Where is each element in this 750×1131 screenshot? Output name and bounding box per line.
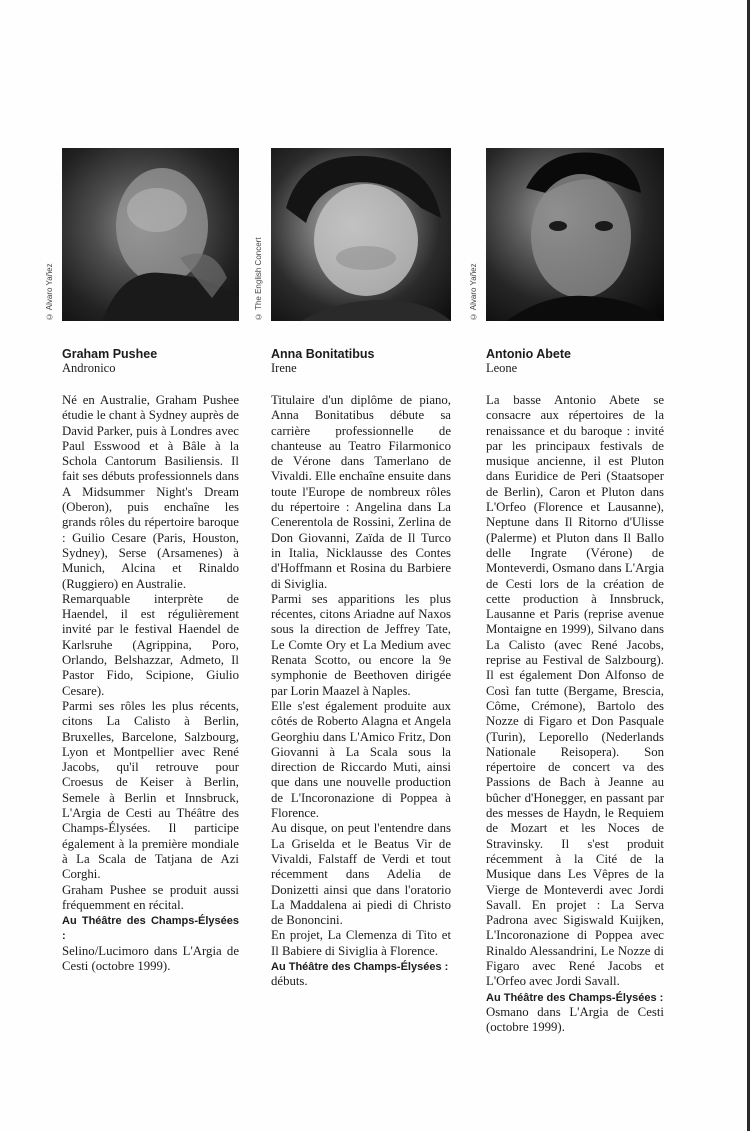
portrait-silhouette-icon xyxy=(271,148,451,321)
bio-paragraph: Titulaire d'un diplôme de piano, Anna Bonitatibus débute sa carrière professionnelle de chanteuse au Teatro Filarmonico de Vérone dans Tamerlano de Vivaldi. Elle enchaîne ensuite dans toute l'Europe de nombreux rôles du répertoire : Angelina dans La Cenerentola de Rossini, Zerlina de Don Giovanni, Zaïda de Il Turco in Italia, Nicklausse des Contes d'Hoffmann et Rosina du Barbiere di Siviglia. xyxy=(271,393,451,591)
artist-column-bonitatibus xyxy=(254,148,451,990)
bio-paragraph: Parmi ses rôles les plus récents, citons La Calisto à Berlin, Bruxelles, Barcelone, Salzbourg, Lyon et Montpellier avec René Jacobs, qu'il retrouve pour Croesus de Keiser à Berlin, Semele à Berlin et Innsbruck, L'Argia de Cesti au Théâtre des Champs-Élysées. Il participe également à la première mondiale à La Scala de Tatjana de Azi Corghi. xyxy=(62,698,239,882)
bio-paragraph: Au disque, on peut l'entendre dans La Griselda et le Beatus Vir de Vivaldi, Falstaff de Verdi et tout récemment dans Adelia de Donizetti ainsi que dans l'oratorio La Maddalena ai piedi di Christo de Bononcini. xyxy=(271,821,451,928)
theatre-label: Au Théâtre des Champs-Élysées : xyxy=(271,960,449,973)
theatre-note xyxy=(271,959,451,990)
bio-paragraph: En projet, La Clemenza di Tito et Il Babiere di Siviglia à Florence. xyxy=(271,928,451,958)
bio-paragraph: Né en Australie, Graham Pushee étudie le chant à Sydney auprès de David Parker, puis à Londres avec Paul Esswood et à Bâle à la Schola Cantorum Basiliensis. Il fait ses débuts professionnels dans A Midsummer Night's Dream (Oberon), puis enchaîne les grands rôles du répertoire baroque : Guilio Cesare (Paris, Houston, Sydney), Serse (Arsamenes) à Munich, Alcina et Rinaldo (Ruggiero) en Australie. xyxy=(62,393,239,591)
portrait-frame xyxy=(469,148,664,321)
portrait-silhouette-icon xyxy=(62,148,239,321)
theatre-text: Selino/Lucimoro dans L'Argia de Cesti (octobre 1999). xyxy=(62,943,239,973)
portrait-photo-pushee xyxy=(62,148,239,321)
theatre-label: Au Théâtre des Champs-Élysées : xyxy=(62,915,239,943)
theatre-label: Au Théâtre des Champs-Élysées : xyxy=(486,991,664,1004)
bio-paragraph: La basse Antonio Abete se consacre aux répertoires de la renaissance et du baroque : invité par les principaux festivals de musique ancienne, il est Pluton dans Euridice de Peri (Staatsoper de Berlin), Caron et Pluton dans L'Orfeo (Florence et Lausanne), Neptune dans Il Ritorno d'Ulisse (Palerme) et Pluton dans Il Ballo delle Ingrate (Vérone) de Monteverdi, Osmano dans L'Argia de Cesti lors de la création de cette production à Innsbruck, Lausanne et Paris (reprise avenue Montaigne en 1999), Silvano dans La Calisto (avec René Jacobs, reprise au Festival de Salzbourg). Il est également Don Alfonso de Così fan tutte (Bergame, Brescia, Côme, Crémone), Bartolo des Nozze di Figaro et Don Pasquale (Turin), Leporello (Nederlands Nationale Reisopera). Son répertoire de concert va des Passions de Bach à Jeanne au bûcher d'Honegger, en passant par des messes de Haydn, le Requiem de Mozart et les Noces de Stravinsky. Il s'est produit récemment à la Cité de la Musique dans Les Vêpres de la Vierge de Monteverdi avec Jordi Savall. En projet : La Serva Padrona avec Sigiswald Kuijken, L'Incoronazione di Poppea avec Rinaldo Alessandrini, Le Nozze di Figaro avec René Jacobs et L'Orfeo avec Jordi Savall. xyxy=(486,393,664,989)
artist-name: Graham Pushee xyxy=(62,347,158,361)
portrait-silhouette-icon xyxy=(486,148,664,321)
theatre-text: débuts. xyxy=(271,974,308,989)
theatre-note xyxy=(486,990,664,1036)
theatre-note xyxy=(62,913,239,974)
theatre-text: Osmano dans L'Argia de Cesti (octobre 1999). xyxy=(486,1004,664,1035)
portrait-photo-abete xyxy=(486,148,664,321)
bio-paragraph: Elle s'est également produite aux côtés de Roberto Alagna et Angela Georghiu dans L'Amico Fritz, Don Giovanni à La Scala sous la direction de Riccardo Muti, ainsi que dans une nouvelle production de L'Incoronazione di Poppea à Florence. xyxy=(271,698,451,821)
bio-paragraph: Remarquable interprète de Haendel, il est régulièrement invité par le festival Haendel de Karlsruhe (Agrippina, Poro, Orlando, Belshazzar, Admeto, Il Pastor Fido, Scipione, Giulio Cesare). xyxy=(62,591,239,698)
bio-paragraph: Graham Pushee se produit aussi fréquemment en récital. xyxy=(62,882,239,912)
photo-credit: © Alvaro Yañez xyxy=(469,263,478,321)
bio-paragraph: Parmi ses apparitions les plus récentes, citons Ariadne auf Naxos sous la direction de Jeffrey Tate, Le Comte Ory et La Medium avec Renata Scotto, ou encore la 9e symphonie de Beethoven dirigée par Lorin Maazel à Naples. xyxy=(271,591,451,698)
artist-role: Leone xyxy=(486,361,518,375)
photo-credit: © The English Concert xyxy=(254,237,263,321)
artist-column-pushee xyxy=(45,148,239,974)
artist-name: Anna Bonitatibus xyxy=(271,347,375,361)
artist-column-abete xyxy=(469,148,664,1035)
portrait-photo-bonitatibus xyxy=(271,148,451,321)
photo-credit: © Alvaro Yañez xyxy=(45,263,54,321)
portrait-frame xyxy=(254,148,451,321)
artist-name: Antonio Abete xyxy=(486,347,571,361)
artist-biography xyxy=(62,393,239,974)
artist-role: Irene xyxy=(271,361,297,375)
artist-biography xyxy=(271,393,451,990)
portrait-frame xyxy=(45,148,239,321)
artist-biography xyxy=(486,393,664,1035)
artist-role: Andronico xyxy=(62,361,116,375)
